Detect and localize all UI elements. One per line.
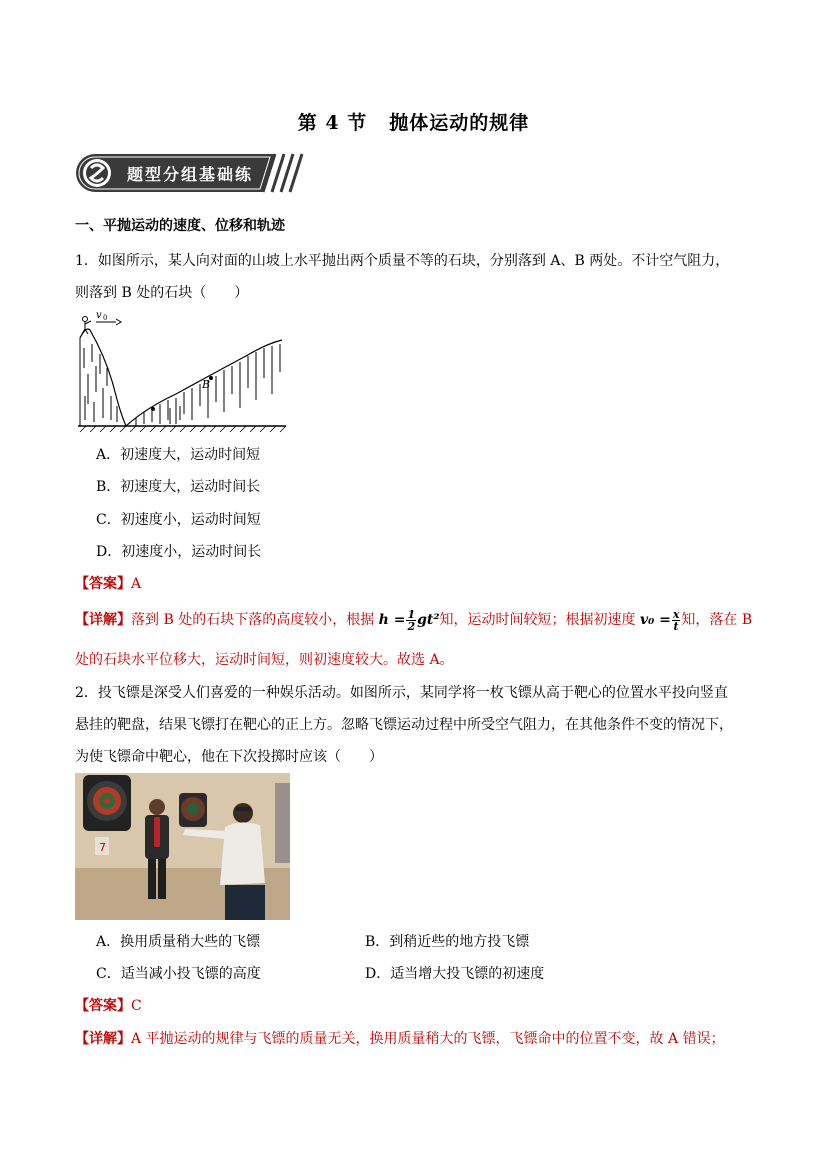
q2-answer-value: C (131, 998, 142, 1014)
q1-option-d: D．初速度小，运动时间长 (96, 544, 262, 560)
q1-figure (76, 308, 288, 436)
q2-detail-text: A 平抛运动的规律与飞镖的质量无关，换用质量稍大的飞镖，飞镖命中的位置不变，故 A 错误； (131, 1031, 725, 1047)
q1-formula-fraction: $\frac{1}{2}$ (407, 607, 416, 633)
q2-option-a: A．换用质量稍大些的飞镖 (96, 934, 261, 950)
section-heading: 一、平抛运动的速度、位移和轨迹 (75, 218, 285, 234)
q1-formula-fraction2: $\frac{x}{t}$ (672, 607, 680, 633)
q1-detail-line2: 处的石块水平位移大，运动时间短，则初速度较大。故选 A。 (75, 652, 454, 668)
thrower-figure (82, 317, 91, 335)
q1-detail-p2: 知，运动时间较短；根据初速度 (439, 612, 636, 628)
q1-answer-tag: 【答案】 (75, 576, 131, 592)
q2-detail-tag: 【详解】 (75, 1031, 131, 1047)
q1-stem-line2: 则落到 B 处的石块（ ） (75, 285, 249, 301)
q1-detail-p3: 知，落在 B (681, 612, 753, 628)
page-title (0, 108, 827, 135)
q1-stem-line1: 1．如图所示，某人向对面的山坡上水平抛出两个质量不等的石块，分别落到 A、B 两处。不计空气阻力， (75, 253, 730, 269)
q1-formula-v0: v₀ = (639, 612, 671, 628)
q2-answer (75, 995, 142, 1015)
q2-answer-tag: 【答案】 (75, 998, 131, 1014)
q1-formula-gt: gt² (417, 612, 440, 628)
section-number: 第 4 节 (297, 112, 368, 134)
q2-option-c: C．适当减小投飞镖的高度 (96, 966, 261, 982)
q1-formula-h: h = (378, 612, 406, 628)
v0-label: v (96, 310, 102, 321)
q1-detail-p1: 落到 B 处的石块下落的高度较小，根据 (131, 612, 375, 628)
q2-stem-line1: 2．投飞镖是深受人们喜爱的一种娱乐活动。如图所示，某同学将一枚飞镖从高于靶心的位置水平投向竖直 (75, 685, 728, 701)
point-a (151, 407, 155, 411)
q1-option-a: A．初速度大，运动时间短 (96, 447, 261, 463)
banner-label: 题型分组基础练 (127, 165, 254, 184)
q1-option-c: C．初速度小，运动时间短 (96, 512, 261, 528)
q1-detail-tag: 【详解】 (75, 612, 131, 628)
q2-stem-line3: 为使飞镖命中靶心，他在下次投掷时应该（ ） (75, 749, 383, 765)
q2-option-d: D．适当增大投飞镖的初速度 (365, 966, 545, 982)
dart-throw-illustration (75, 773, 290, 920)
section-banner (75, 150, 307, 196)
q2-dart-photo (75, 773, 290, 920)
banner-graphic (75, 150, 307, 196)
hill-slope-diagram (76, 308, 288, 436)
q1-answer-value: A (131, 576, 142, 592)
q1-detail-line1 (75, 605, 752, 635)
v0-subscript: 0 (103, 314, 108, 322)
section-topic: 抛体运动的规律 (389, 112, 530, 134)
q2-stem-line2: 悬挂的靶盘，结果飞镖打在靶心的正上方。忽略飞镖运动过程中所受空气阻力，在其他条件不变的情况下， (75, 717, 733, 733)
q1-answer (75, 573, 141, 593)
point-b-label: B (202, 378, 211, 391)
q2-option-b: B．到稍近些的地方投飞镖 (365, 934, 530, 950)
q1-option-b: B．初速度大，运动时间长 (96, 479, 261, 495)
q2-detail-line1 (75, 1028, 725, 1048)
photo-sign-number: 7 (99, 841, 106, 854)
